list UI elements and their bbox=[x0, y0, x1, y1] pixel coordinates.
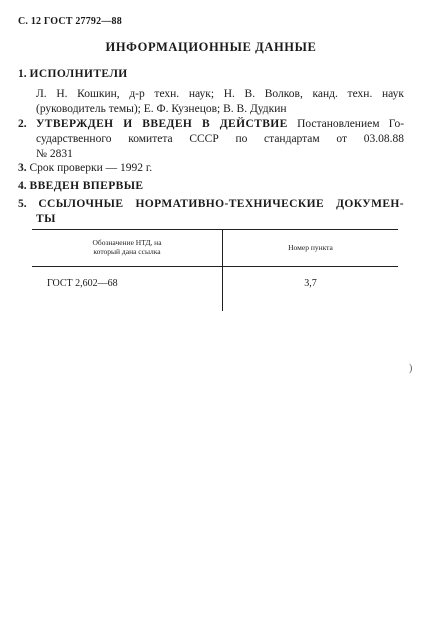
table-header-reference bbox=[32, 230, 223, 267]
section-3-text: Срок проверки — 1992 г. bbox=[29, 162, 153, 174]
section-2-text: Постановлением Го- bbox=[297, 118, 405, 130]
section-5 bbox=[18, 197, 404, 227]
section-2-line-2: сударственного комитета СССР по стандартам от 03.08.88 bbox=[36, 133, 404, 145]
table-header-item-number: Номер пункта bbox=[223, 230, 399, 267]
page-header: С. 12 ГОСТ 27792—88 bbox=[18, 16, 122, 27]
section-5-number: 5. bbox=[18, 198, 27, 210]
document-title: ИНФОРМАЦИОННЫЕ ДАННЫЕ bbox=[105, 40, 317, 54]
section-2-number: 2. bbox=[18, 118, 27, 130]
section-3-number: 3. bbox=[18, 162, 27, 174]
section-1-number: 1. bbox=[18, 68, 27, 80]
section-5-title-line-2: ТЫ bbox=[36, 213, 56, 225]
section-1-title: ИСПОЛНИТЕЛИ bbox=[29, 68, 128, 80]
section-2-line-3: № 2831 bbox=[36, 148, 73, 160]
section-1-body-line-2: (руководитель темы); Е. Ф. Кузнецов; В. В. Дудкин bbox=[36, 103, 287, 115]
section-1 bbox=[18, 67, 404, 117]
section-5-title-line-1: ССЫЛОЧНЫЕ НОРМАТИВНО-ТЕХНИЧЕСКИЕ ДОКУМЕН- bbox=[38, 198, 405, 210]
table-cell-reference: ГОСТ 2,602—68 bbox=[47, 278, 118, 289]
section-1-body-line-1: Л. Н. Кошкин, д-р техн. наук; Н. В. Волков, канд. техн. наук bbox=[36, 88, 404, 100]
table-cell-item-number: 3,7 bbox=[223, 267, 399, 312]
section-2 bbox=[18, 117, 404, 162]
table-header-reference-line-1: Обозначение НТД, на bbox=[92, 238, 162, 247]
table-header-reference-line-2: который дана ссылка bbox=[93, 247, 161, 256]
table-header-row bbox=[32, 230, 398, 267]
table-row bbox=[32, 267, 398, 312]
reference-documents-table bbox=[32, 229, 398, 311]
section-3 bbox=[18, 161, 404, 176]
section-4-number: 4. bbox=[18, 180, 27, 192]
section-4-title: ВВЕДЕН ВПЕРВЫЕ bbox=[29, 180, 144, 192]
stray-mark: ) bbox=[409, 363, 413, 374]
section-4 bbox=[18, 179, 404, 194]
section-2-title: УТВЕРЖДЕН И ВВЕДЕН В ДЕЙСТВИЕ bbox=[35, 118, 288, 130]
